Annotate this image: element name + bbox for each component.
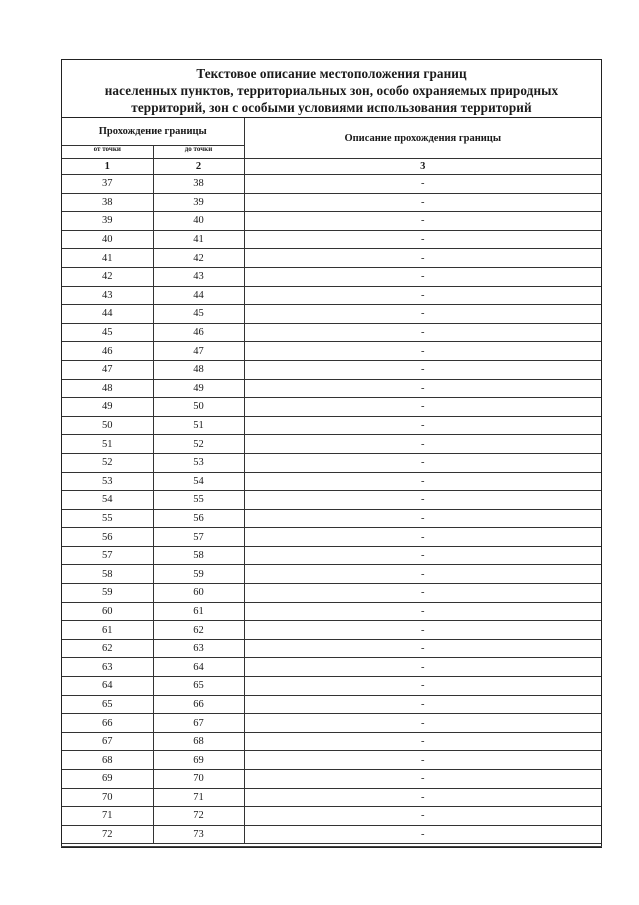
cell-to-point: 68	[153, 732, 244, 751]
column-number-3: 3	[244, 159, 601, 175]
cell-to-point: 70	[153, 770, 244, 789]
table-row	[62, 565, 601, 584]
cell-description: -	[244, 621, 601, 640]
cell-from-point: 40	[62, 230, 153, 249]
column-number-1: 1	[62, 159, 153, 175]
cell-to-point: 41	[153, 230, 244, 249]
column-number-row	[62, 159, 601, 175]
cell-description: -	[244, 416, 601, 435]
table-row	[62, 267, 601, 286]
table-row	[62, 360, 601, 379]
cell-from-point: 67	[62, 732, 153, 751]
cell-to-point: 46	[153, 323, 244, 342]
cell-to-point: 62	[153, 621, 244, 640]
cell-from-point: 43	[62, 286, 153, 305]
table-row	[62, 751, 601, 770]
cell-from-point: 49	[62, 398, 153, 417]
cell-to-point: 73	[153, 825, 244, 844]
cell-description: -	[244, 435, 601, 454]
cell-to-point: 52	[153, 435, 244, 454]
table-row	[62, 695, 601, 714]
cell-to-point: 72	[153, 807, 244, 826]
cell-description: -	[244, 323, 601, 342]
cell-from-point: 72	[62, 825, 153, 844]
table-row	[62, 788, 601, 807]
cell-from-point: 37	[62, 175, 153, 194]
cell-description: -	[244, 193, 601, 212]
cell-from-point: 60	[62, 602, 153, 621]
table-row	[62, 416, 601, 435]
header-from-point: от точки	[62, 146, 153, 159]
cell-description: -	[244, 732, 601, 751]
column-number-2: 2	[153, 159, 244, 175]
table-row	[62, 528, 601, 547]
cell-description: -	[244, 658, 601, 677]
cell-description: -	[244, 807, 601, 826]
cell-from-point: 48	[62, 379, 153, 398]
cell-from-point: 62	[62, 639, 153, 658]
cell-to-point: 60	[153, 584, 244, 603]
table-row	[62, 472, 601, 491]
cell-from-point: 51	[62, 435, 153, 454]
cell-to-point: 40	[153, 212, 244, 231]
cell-description: -	[244, 584, 601, 603]
cell-to-point: 54	[153, 472, 244, 491]
cell-to-point: 44	[153, 286, 244, 305]
table-row	[62, 230, 601, 249]
cell-from-point: 38	[62, 193, 153, 212]
cell-from-point: 61	[62, 621, 153, 640]
cell-to-point: 39	[153, 193, 244, 212]
cell-from-point: 57	[62, 546, 153, 565]
cell-description: -	[244, 565, 601, 584]
cell-description: -	[244, 305, 601, 324]
cell-description: -	[244, 212, 601, 231]
header-to-point: до точки	[153, 146, 244, 159]
cell-description: -	[244, 175, 601, 194]
cell-description: -	[244, 491, 601, 510]
cell-to-point: 59	[153, 565, 244, 584]
table-row	[62, 175, 601, 194]
cell-from-point: 50	[62, 416, 153, 435]
table-row	[62, 342, 601, 361]
table-row	[62, 435, 601, 454]
cell-from-point: 71	[62, 807, 153, 826]
table-row	[62, 807, 601, 826]
cell-from-point: 52	[62, 453, 153, 472]
cell-from-point: 53	[62, 472, 153, 491]
table-row	[62, 379, 601, 398]
boundary-table	[62, 118, 601, 844]
cell-description: -	[244, 360, 601, 379]
table-row	[62, 714, 601, 733]
cell-from-point: 41	[62, 249, 153, 268]
cell-from-point: 55	[62, 509, 153, 528]
cell-to-point: 56	[153, 509, 244, 528]
cell-to-point: 48	[153, 360, 244, 379]
header-description: Описание прохождения границы	[244, 118, 601, 159]
cell-to-point: 67	[153, 714, 244, 733]
table-row	[62, 491, 601, 510]
cell-description: -	[244, 602, 601, 621]
table-row	[62, 453, 601, 472]
cell-from-point: 45	[62, 323, 153, 342]
cell-description: -	[244, 453, 601, 472]
cell-description: -	[244, 677, 601, 696]
document-page	[61, 59, 602, 848]
table-row	[62, 546, 601, 565]
cell-to-point: 61	[153, 602, 244, 621]
cell-from-point: 63	[62, 658, 153, 677]
table-row	[62, 398, 601, 417]
table-row	[62, 639, 601, 658]
title-line-3: территорий, зон с особыми условиями использования территорий	[131, 100, 532, 115]
cell-description: -	[244, 509, 601, 528]
cell-description: -	[244, 472, 601, 491]
cell-to-point: 47	[153, 342, 244, 361]
cell-description: -	[244, 714, 601, 733]
table-row	[62, 323, 601, 342]
cell-from-point: 44	[62, 305, 153, 324]
cell-description: -	[244, 398, 601, 417]
cell-from-point: 39	[62, 212, 153, 231]
table-row	[62, 584, 601, 603]
table-row	[62, 249, 601, 268]
cell-description: -	[244, 286, 601, 305]
table-row	[62, 602, 601, 621]
cell-to-point: 49	[153, 379, 244, 398]
cell-to-point: 71	[153, 788, 244, 807]
cell-description: -	[244, 751, 601, 770]
title-line-1: Текстовое описание местоположения границ	[196, 66, 467, 81]
header-passage: Прохождение границы	[62, 118, 244, 146]
table-row	[62, 193, 601, 212]
table-row	[62, 658, 601, 677]
cell-from-point: 64	[62, 677, 153, 696]
table-row	[62, 305, 601, 324]
cell-from-point: 65	[62, 695, 153, 714]
table-row	[62, 212, 601, 231]
cell-to-point: 45	[153, 305, 244, 324]
cell-description: -	[244, 342, 601, 361]
table-row	[62, 621, 601, 640]
cell-to-point: 66	[153, 695, 244, 714]
cell-description: -	[244, 546, 601, 565]
cell-from-point: 42	[62, 267, 153, 286]
cell-description: -	[244, 788, 601, 807]
cell-to-point: 43	[153, 267, 244, 286]
cell-to-point: 50	[153, 398, 244, 417]
document-title	[62, 60, 601, 118]
cell-description: -	[244, 639, 601, 658]
cell-from-point: 68	[62, 751, 153, 770]
bottom-rule	[61, 846, 602, 847]
cell-from-point: 56	[62, 528, 153, 547]
table-row	[62, 677, 601, 696]
table-row	[62, 825, 601, 844]
cell-description: -	[244, 695, 601, 714]
cell-description: -	[244, 825, 601, 844]
cell-description: -	[244, 230, 601, 249]
cell-from-point: 69	[62, 770, 153, 789]
cell-to-point: 63	[153, 639, 244, 658]
table-row	[62, 770, 601, 789]
cell-to-point: 65	[153, 677, 244, 696]
cell-to-point: 38	[153, 175, 244, 194]
cell-description: -	[244, 770, 601, 789]
cell-from-point: 59	[62, 584, 153, 603]
cell-from-point: 70	[62, 788, 153, 807]
cell-from-point: 66	[62, 714, 153, 733]
cell-description: -	[244, 267, 601, 286]
cell-to-point: 51	[153, 416, 244, 435]
cell-to-point: 58	[153, 546, 244, 565]
cell-description: -	[244, 528, 601, 547]
cell-to-point: 53	[153, 453, 244, 472]
table-row	[62, 286, 601, 305]
cell-from-point: 47	[62, 360, 153, 379]
cell-from-point: 58	[62, 565, 153, 584]
cell-from-point: 54	[62, 491, 153, 510]
cell-description: -	[244, 249, 601, 268]
cell-to-point: 42	[153, 249, 244, 268]
table-row	[62, 732, 601, 751]
cell-to-point: 57	[153, 528, 244, 547]
cell-from-point: 46	[62, 342, 153, 361]
cell-to-point: 69	[153, 751, 244, 770]
cell-description: -	[244, 379, 601, 398]
cell-to-point: 55	[153, 491, 244, 510]
cell-to-point: 64	[153, 658, 244, 677]
table-row	[62, 509, 601, 528]
title-line-2: населенных пунктов, территориальных зон, особо охраняемых природных	[104, 83, 559, 98]
